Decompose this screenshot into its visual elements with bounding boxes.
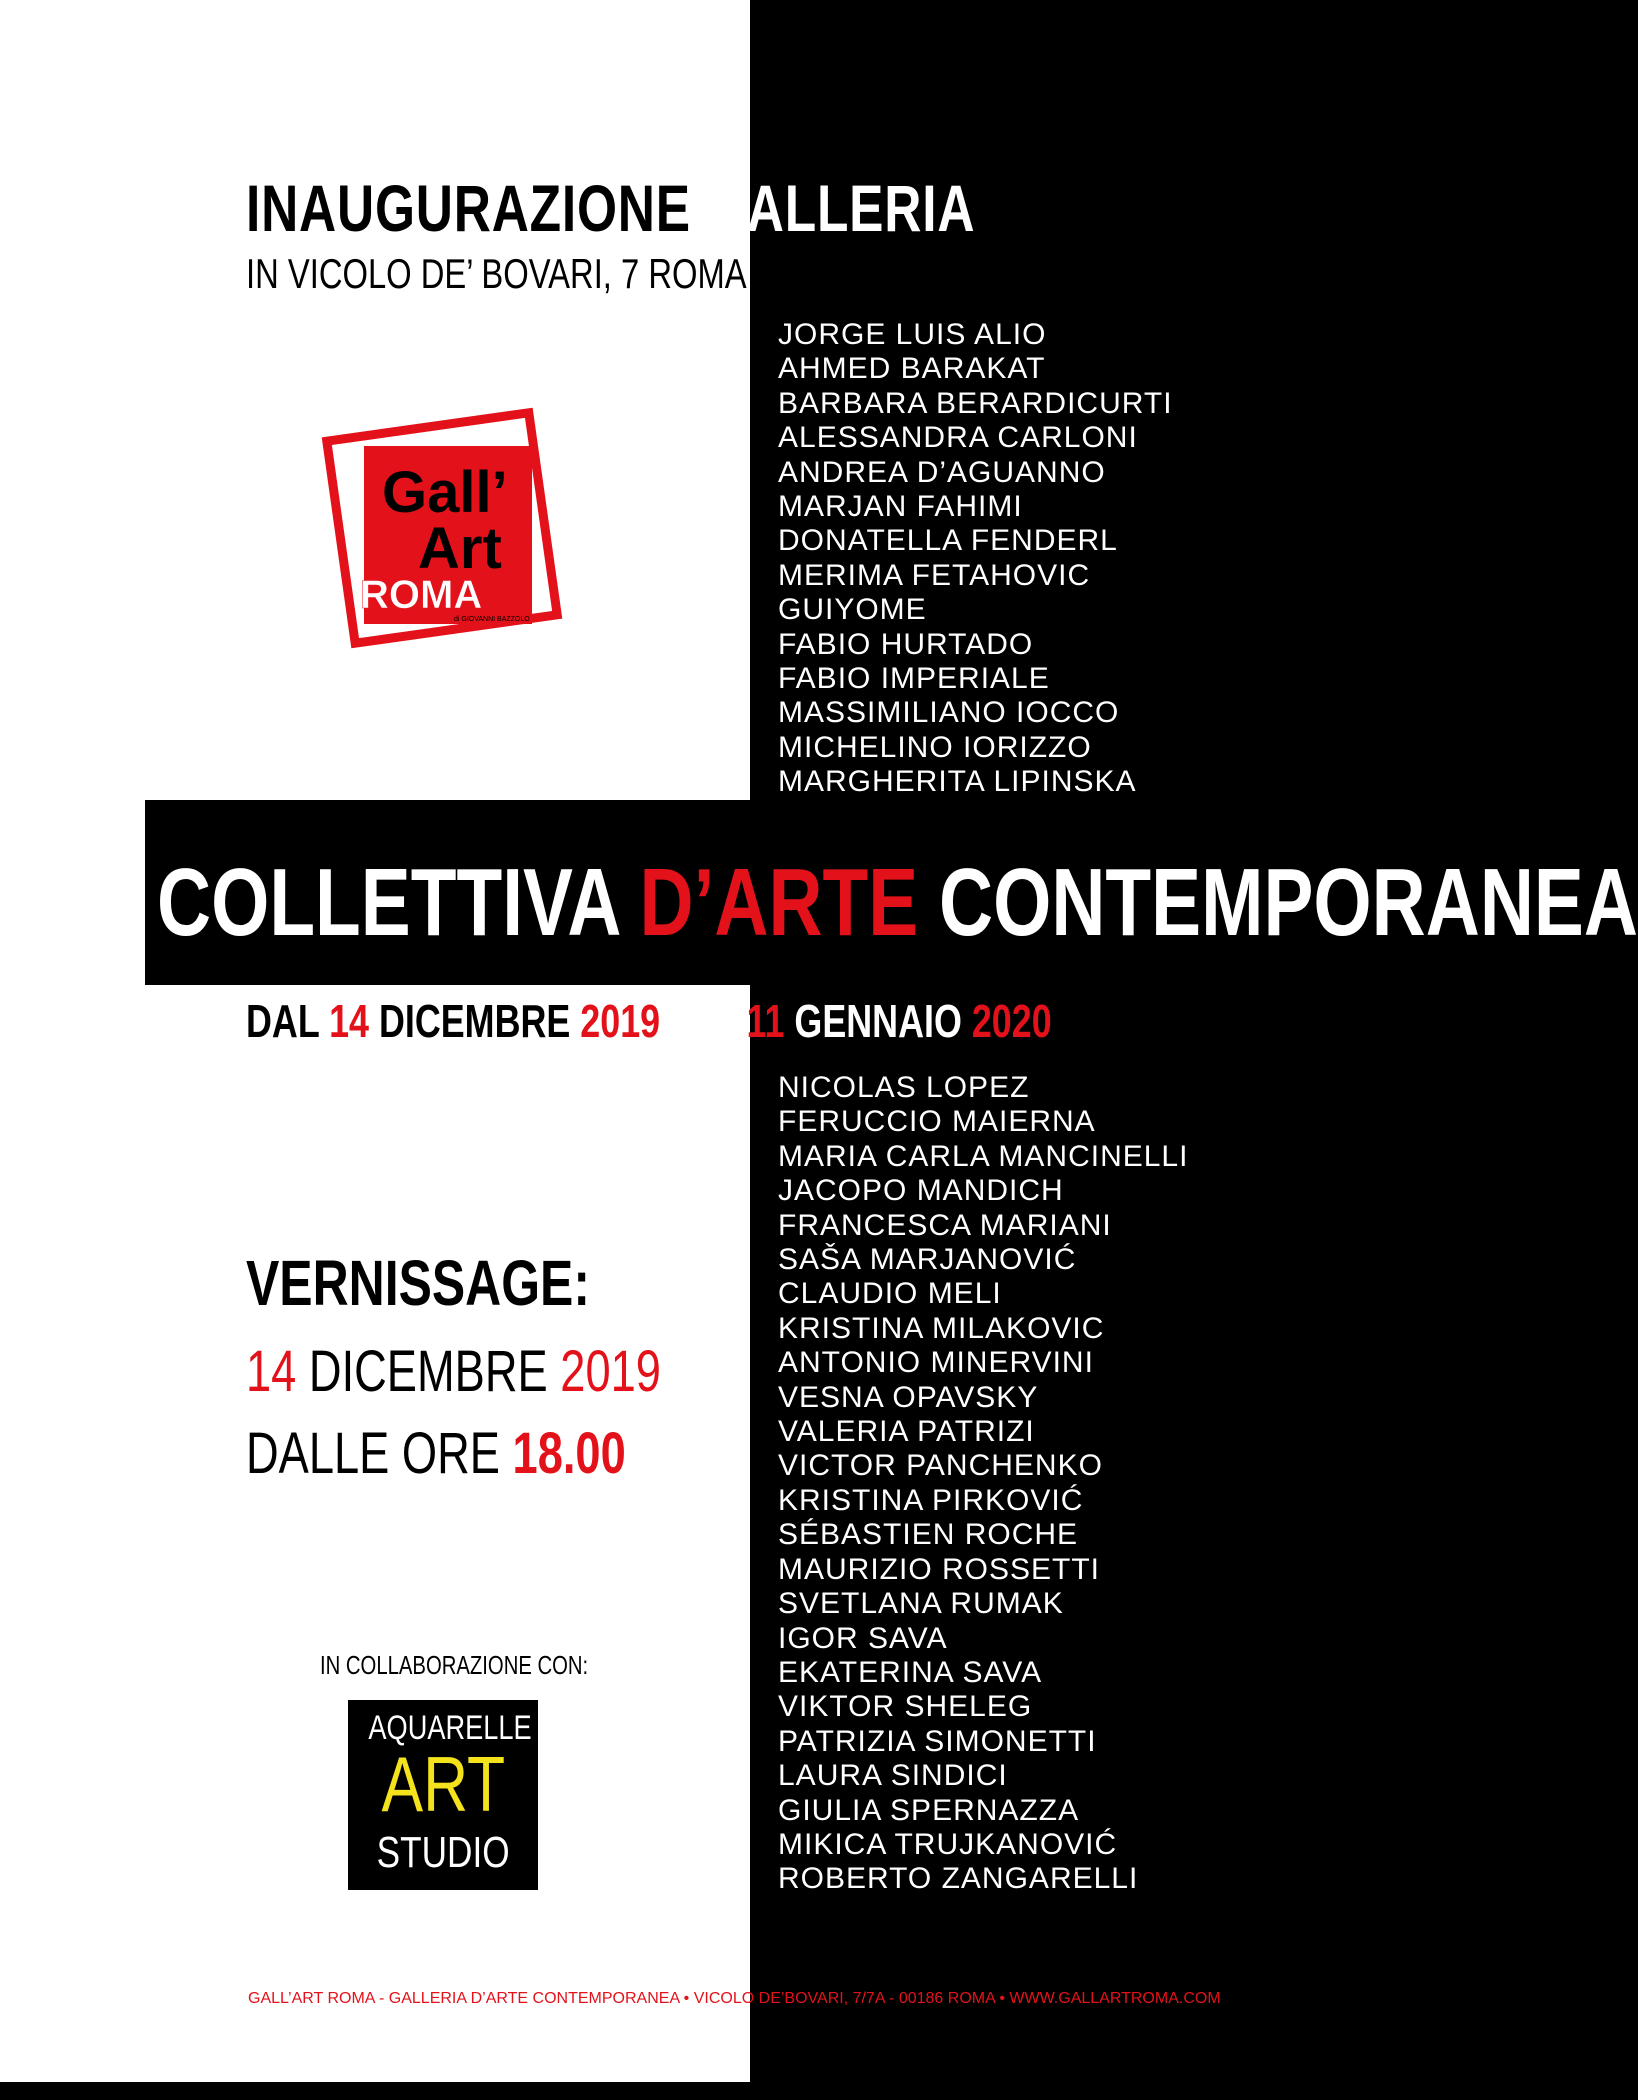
artist-name: NICOLAS LOPEZ bbox=[778, 1071, 1030, 1104]
artist-name: ROBERTO ZANGARELLI bbox=[778, 1862, 1139, 1896]
artist-name: MASSIMILIANO IOCCO bbox=[778, 696, 1120, 730]
title-inaugurazione: INAUGURAZIONE bbox=[246, 171, 691, 245]
artist-name: FABIO IMPERIALE bbox=[778, 662, 1050, 696]
dates-start-year: 2019 bbox=[580, 995, 661, 1047]
artist-name: MARJAN FAHIMI bbox=[778, 490, 1023, 524]
artist-name: ALESSANDRA CARLONI bbox=[778, 421, 1138, 455]
partner-line-studio: STUDIO bbox=[376, 1828, 510, 1877]
artist-name: FABIO HURTADO bbox=[778, 627, 1034, 661]
vernissage-hour: 18.00 bbox=[512, 1421, 626, 1486]
artist-name: MARIA CARLA MANCINELLI bbox=[778, 1139, 1189, 1173]
exhibition-dates bbox=[246, 994, 1052, 1048]
artist-name: VALERIA PATRIZI bbox=[778, 1415, 1035, 1449]
artist-name: SÉBASTIEN ROCHE bbox=[778, 1518, 1079, 1552]
artist-name: EKATERINA SAVA bbox=[778, 1655, 1043, 1689]
artist-name: GIULIA SPERNAZZA bbox=[778, 1793, 1080, 1827]
vernissage-day: 14 bbox=[246, 1339, 297, 1404]
vernissage-time bbox=[246, 1420, 626, 1487]
artist-name: JACOPO MANDICH bbox=[778, 1174, 1064, 1208]
dates-end-year: 2020 bbox=[971, 995, 1052, 1047]
gallery-footer: GALL’ART ROMA - GALLERIA D’ARTE CONTEMPORANEA • VICOLO DE’BOVARI, 7/7A - 00186 ROMA • WWW.GALLARTROMA.COM bbox=[248, 1990, 1221, 2007]
bottom-bar bbox=[0, 2082, 1500, 2100]
artist-name: VESNA OPAVSKY bbox=[778, 1380, 1039, 1414]
exhibition-title bbox=[157, 848, 1638, 958]
banner-collettiva: COLLETTIVA bbox=[157, 849, 619, 956]
gallart-roma-logo bbox=[322, 408, 562, 648]
logo-text-art: Art bbox=[418, 516, 502, 581]
artist-name: PATRIZIA SIMONETTI bbox=[778, 1724, 1097, 1758]
artist-name: MIKICA TRUJKANOVIĆ bbox=[778, 1827, 1118, 1861]
vernissage-time-label: DALLE ORE bbox=[246, 1421, 500, 1486]
gallery-address: IN VICOLO DE’ BOVARI, 7 ROMA bbox=[246, 250, 747, 297]
artist-name: IGOR SAVA bbox=[778, 1621, 948, 1655]
artist-name: KRISTINA MILAKOVIC bbox=[778, 1311, 1105, 1345]
artist-name: VICTOR PANCHENKO bbox=[778, 1449, 1103, 1483]
poster-title bbox=[246, 170, 975, 246]
logo-text-roma: ROMA bbox=[360, 573, 483, 617]
banner-darte: D’ARTE bbox=[639, 849, 919, 956]
logo-credit: di GIOVANNI BAZZOLO bbox=[454, 616, 530, 623]
dates-end-day: 11 bbox=[746, 995, 785, 1047]
dates-start-day: 14 bbox=[329, 995, 369, 1047]
artist-name: FRANCESCA MARIANI bbox=[778, 1208, 1112, 1242]
vernissage-date bbox=[246, 1338, 661, 1405]
aquarelle-art-studio-logo bbox=[348, 1700, 538, 1890]
artist-name: MAURIZIO ROSSETTI bbox=[778, 1552, 1101, 1586]
artist-name: VIKTOR SHELEG bbox=[778, 1690, 1033, 1724]
artist-name: SAŠA MARJANOVIĆ bbox=[778, 1243, 1077, 1277]
artist-list-second bbox=[778, 1071, 1188, 1897]
artist-list-first bbox=[778, 318, 1173, 800]
artist-name: LAURA SINDICI bbox=[778, 1759, 1008, 1793]
vernissage-month: DICEMBRE bbox=[308, 1339, 548, 1404]
artist-name: FERUCCIO MAIERNA bbox=[778, 1105, 1096, 1139]
partner-line-art: ART bbox=[381, 1740, 505, 1828]
collaboration-label: IN COLLABORAZIONE CON: bbox=[320, 1650, 589, 1680]
artist-name: AHMED BARAKAT bbox=[778, 352, 1046, 386]
artist-name: MERIMA FETAHOVIC bbox=[778, 558, 1091, 592]
dates-start-month: DICEMBRE bbox=[378, 995, 571, 1047]
vernissage-year: 2019 bbox=[560, 1339, 661, 1404]
artist-name: DONATELLA FENDERL bbox=[778, 524, 1118, 558]
dates-dal: DAL bbox=[246, 995, 320, 1047]
artist-name: ANDREA D’AGUANNO bbox=[778, 455, 1106, 489]
gallart-logo-graphic bbox=[322, 408, 562, 648]
vernissage-title: VERNISSAGE: bbox=[246, 1247, 590, 1319]
artist-name: JORGE LUIS ALIO bbox=[778, 318, 1047, 351]
artist-name: ANTONIO MINERVINI bbox=[778, 1346, 1094, 1380]
banner-contemporanea: CONTEMPORANEA bbox=[939, 849, 1638, 956]
dates-end-month: GENNAIO bbox=[794, 995, 962, 1047]
artist-name: BARBARA BERARDICURTI bbox=[778, 386, 1173, 420]
artist-name: KRISTINA PIRKOVIĆ bbox=[778, 1483, 1084, 1517]
artist-name: SVETLANA RUMAK bbox=[778, 1587, 1064, 1621]
artist-name: MICHELINO IORIZZO bbox=[778, 730, 1092, 764]
title-galleria: GALLERIA bbox=[705, 171, 976, 245]
artist-name: MARGHERITA LIPINSKA bbox=[778, 765, 1137, 799]
logo-text-gall: Gall’ bbox=[382, 460, 508, 525]
dates-all: ALL’ bbox=[668, 995, 747, 1047]
artist-name: CLAUDIO MELI bbox=[778, 1277, 1002, 1311]
artist-name: GUIYOME bbox=[778, 593, 927, 627]
partner-line-aquarelle: AQUARELLE bbox=[368, 1709, 532, 1747]
